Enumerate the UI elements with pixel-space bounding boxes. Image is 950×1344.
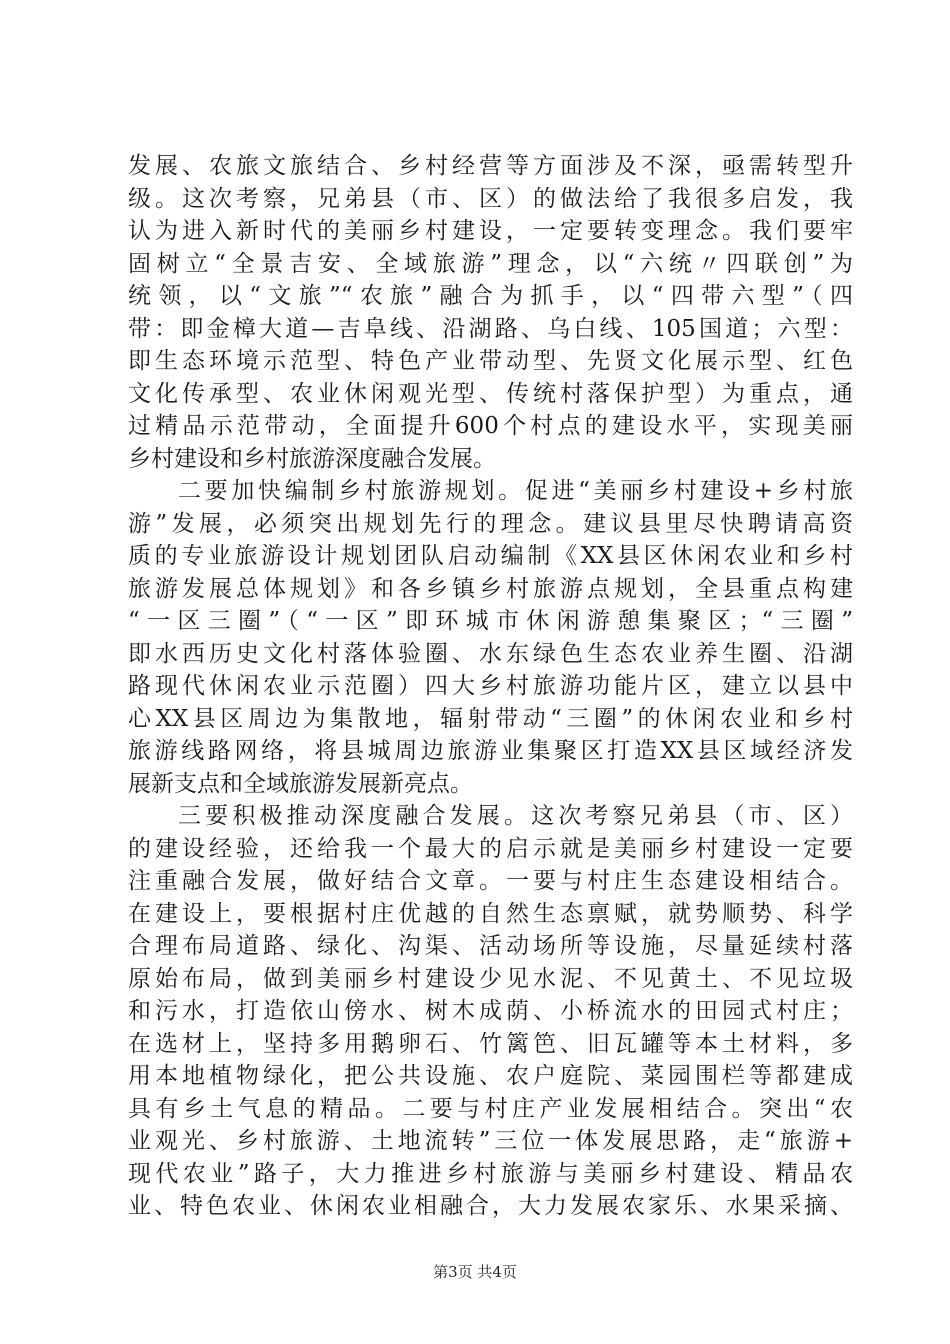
text-line: 即水西历史文化村落体验圈、水东绿色生态农业养生圈、沿湖 — [128, 640, 853, 667]
text-line: 认为进入新时代的美丽乡村建设，一定要转变理念。我们要牢 — [128, 218, 853, 244]
text-line: 注重融合发展，做好结合文章。一要与村庄生态建设相结合。 — [128, 868, 853, 894]
text-line: 和污水，打造依山傍水、树木成荫、小桥流水的田园式村庄； — [128, 998, 853, 1024]
text-line: 旅游线路网络，将县城周边旅游业集聚区打造XX县区域经济发 — [128, 738, 853, 764]
text-line: 具有乡土气息的精品。二要与村庄产业发展相结合。突出“农 — [128, 1095, 853, 1122]
page-number-label: 第3页 共4页 — [433, 1263, 517, 1281]
text-line: 路现代休闲农业示范圈）四大乡村旅游功能片区，建立以县中 — [128, 673, 853, 699]
text-line: 固树立“全景吉安、全域旅游”理念，以“六统〃四联创”为 — [128, 250, 853, 277]
text-line: 过精品示范带动，全面提升600个村点的建设水平，实现美丽 — [128, 413, 853, 439]
text-line: 心XX县区周边为集散地，辐射带动“三圈”的休闲农业和乡村 — [128, 705, 853, 732]
text-line: 质的专业旅游设计规划团队启动编制《XX县区休闲农业和乡村 — [128, 543, 853, 569]
text-line: 旅游发展总体规划》和各乡镇乡村旅游点规划，全县重点构建 — [128, 575, 853, 602]
text-line: 带：即金樟大道—吉阜线、沿湖路、乌白线、105国道；六型： — [128, 315, 853, 342]
text-line: 乡村建设和乡村旅游深度融合发展。 — [128, 445, 496, 472]
text-line: 展新支点和全域旅游发展新亮点。 — [128, 770, 473, 797]
document-body — [128, 150, 853, 1223]
text-line: 用本地植物绿化，把公共设施、农户庭院、菜园围栏等都建成 — [128, 1063, 853, 1089]
text-line: 文化传承型、农业休闲观光型、传统村落保护型）为重点，通 — [128, 380, 853, 407]
text-line: 业、特色农业、休闲农业相融合，大力发展农家乐、水果采摘、 — [128, 1193, 853, 1219]
text-line: 合理布局道路、绿化、沟渠、活动场所等设施，尽量延续村落 — [128, 933, 853, 959]
text-line: 游”发展，必须突出规划先行的理念。建议县里尽快聘请高资 — [128, 510, 853, 537]
text-line: 二要加快编制乡村旅游规划。促进“美丽乡村建设+乡村旅 — [178, 478, 853, 504]
text-line: 在选材上，坚持多用鹅卵石、竹篱笆、旧瓦罐等本土材料，多 — [128, 1030, 853, 1057]
page-footer — [0, 1262, 950, 1282]
text-line: 级。这次考察，兄弟县（市、区）的做法给了我很多启发，我 — [128, 185, 853, 212]
text-line: 现代农业”路子，大力推进乡村旅游与美丽乡村建设、精品农 — [128, 1160, 853, 1187]
text-line: 发展、农旅文旅结合、乡村经营等方面涉及不深，亟需转型升 — [128, 153, 853, 179]
text-line: 即生态环境示范型、特色产业带动型、先贤文化展示型、红色 — [128, 348, 853, 374]
text-line: 三要积极推动深度融合发展。这次考察兄弟县（市、区） — [178, 803, 853, 829]
text-line: 业观光、乡村旅游、土地流转”三位一体发展思路，走“旅游+ — [128, 1128, 853, 1154]
text-line: 在建设上，要根据村庄优越的自然生态禀赋，就势顺势、科学 — [128, 900, 853, 927]
text-line: 原始布局，做到美丽乡村建设少见水泥、不见黄土、不见垃圾 — [128, 965, 853, 992]
text-line: “一区三圈”（“一区”即环城市休闲游憩集聚区；“三圈” — [128, 608, 853, 634]
text-line: 的建设经验，还给我一个最大的启示就是美丽乡村建设一定要 — [128, 835, 853, 862]
text-line: 统领，以“文旅”“农旅”融合为抓手，以“四带六型”（四 — [128, 283, 853, 309]
